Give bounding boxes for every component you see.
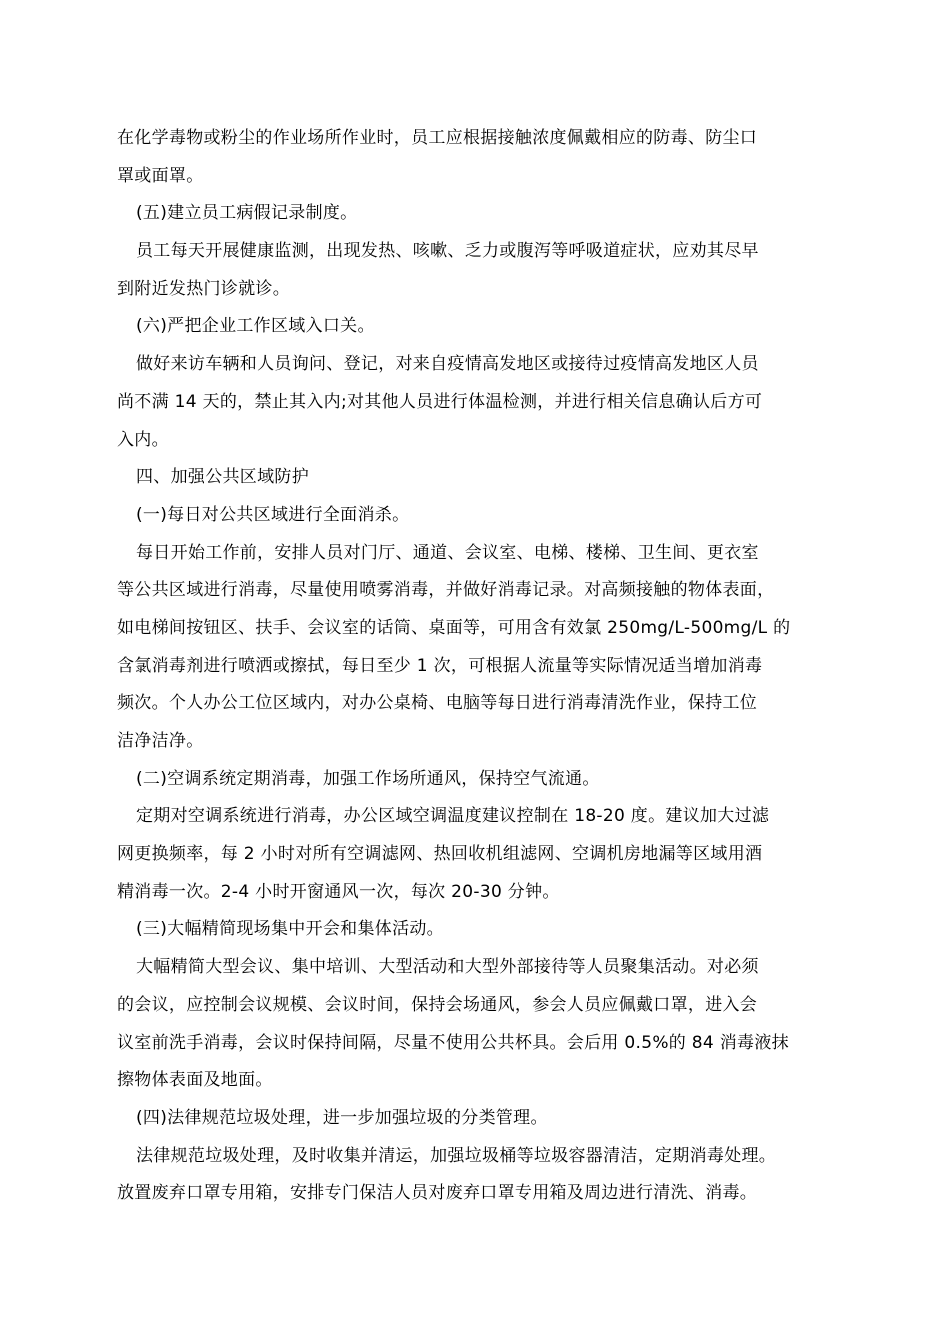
paragraph-line: 罩或面罩。 <box>117 165 204 186</box>
document-body <box>117 120 852 1213</box>
paragraph-line: 尚不满 14 天的，禁止其入内;对其他人员进行体温检测，并进行相关信息确认后方可 <box>117 391 763 412</box>
paragraph-line: 做好来访车辆和人员询问、登记，对来自疫情高发地区或接待过疫情高发地区人员 <box>136 354 759 375</box>
section-heading: (二)空调系统定期消毒，加强工作场所通风，保持空气流通。 <box>136 768 600 789</box>
paragraph-line: 等公共区域进行消毒，尽量使用喷雾消毒，并做好消毒记录。对高频接触的物体表面， <box>117 580 775 601</box>
paragraph-line: 的会议，应控制会议规模、会议时间，保持会场通风，参会人员应佩戴口罩，进入会 <box>117 994 758 1015</box>
paragraph-line: 法律规范垃圾处理，及时收集并清运，加强垃圾桶等垃圾容器清洁，定期消毒处理。 <box>136 1145 777 1166</box>
paragraph-line: 议室前洗手消毒，会议时保持间隔，尽量不使用公共杯具。会后用 0.5%的 84 消毒液抹 <box>117 1032 789 1053</box>
section-heading: (三)大幅精简现场集中开会和集体活动。 <box>136 919 444 940</box>
paragraph-line: 大幅精简大型会议、集中培训、大型活动和大型外部接待等人员聚集活动。对必须 <box>136 957 759 978</box>
paragraph-line: 含氯消毒剂进行喷洒或擦拭，每日至少 1 次，可根据人流量等实际情况适当增加消毒 <box>117 655 763 676</box>
paragraph-line: 每日开始工作前，安排人员对门厅、通道、会议室、电梯、楼梯、卫生间、更衣室 <box>136 542 759 563</box>
paragraph-line: 如电梯间按钮区、扶手、会议室的话筒、桌面等，可用含有效氯 250mg/L-500mg/L 的 <box>117 617 791 638</box>
paragraph-line: 员工每天开展健康监测，出现发热、咳嗽、乏力或腹泻等呼吸道症状，应劝其尽早 <box>136 241 759 262</box>
paragraph-line: 网更换频率，每 2 小时对所有空调滤网、热回收机组滤网、空调机房地漏等区域用酒 <box>117 844 763 865</box>
section-heading: (五)建立员工病假记录制度。 <box>136 203 358 224</box>
section-heading: (四)法律规范垃圾处理，进一步加强垃圾的分类管理。 <box>136 1107 548 1128</box>
chapter-heading: 四、加强公共区域防护 <box>136 467 309 488</box>
paragraph-line: 入内。 <box>117 429 169 450</box>
paragraph-line: 精消毒一次。2-4 小时开窗通风一次，每次 20-30 分钟。 <box>117 881 560 902</box>
paragraph-line: 到附近发热门诊就诊。 <box>117 278 290 299</box>
paragraph-line: 擦物体表面及地面。 <box>117 1070 273 1091</box>
section-heading: (六)严把企业工作区域入口关。 <box>136 316 375 337</box>
paragraph-line: 洁净洁净。 <box>117 731 204 751</box>
paragraph-line: 在化学毒物或粉尘的作业场所作业时，员工应根据接触浓度佩戴相应的防毒、防尘口 <box>117 128 758 148</box>
section-heading: (一)每日对公共区域进行全面消杀。 <box>136 504 410 525</box>
paragraph-line: 定期对空调系统进行消毒，办公区域空调温度建议控制在 18-20 度。建议加大过滤 <box>136 806 770 827</box>
paragraph-line: 频次。个人办公工位区域内，对办公桌椅、电脑等每日进行消毒清洗作业，保持工位 <box>117 693 758 714</box>
paragraph-line: 放置废弃口罩专用箱，安排专门保洁人员对废弃口罩专用箱及周边进行清洗、消毒。 <box>117 1183 758 1204</box>
